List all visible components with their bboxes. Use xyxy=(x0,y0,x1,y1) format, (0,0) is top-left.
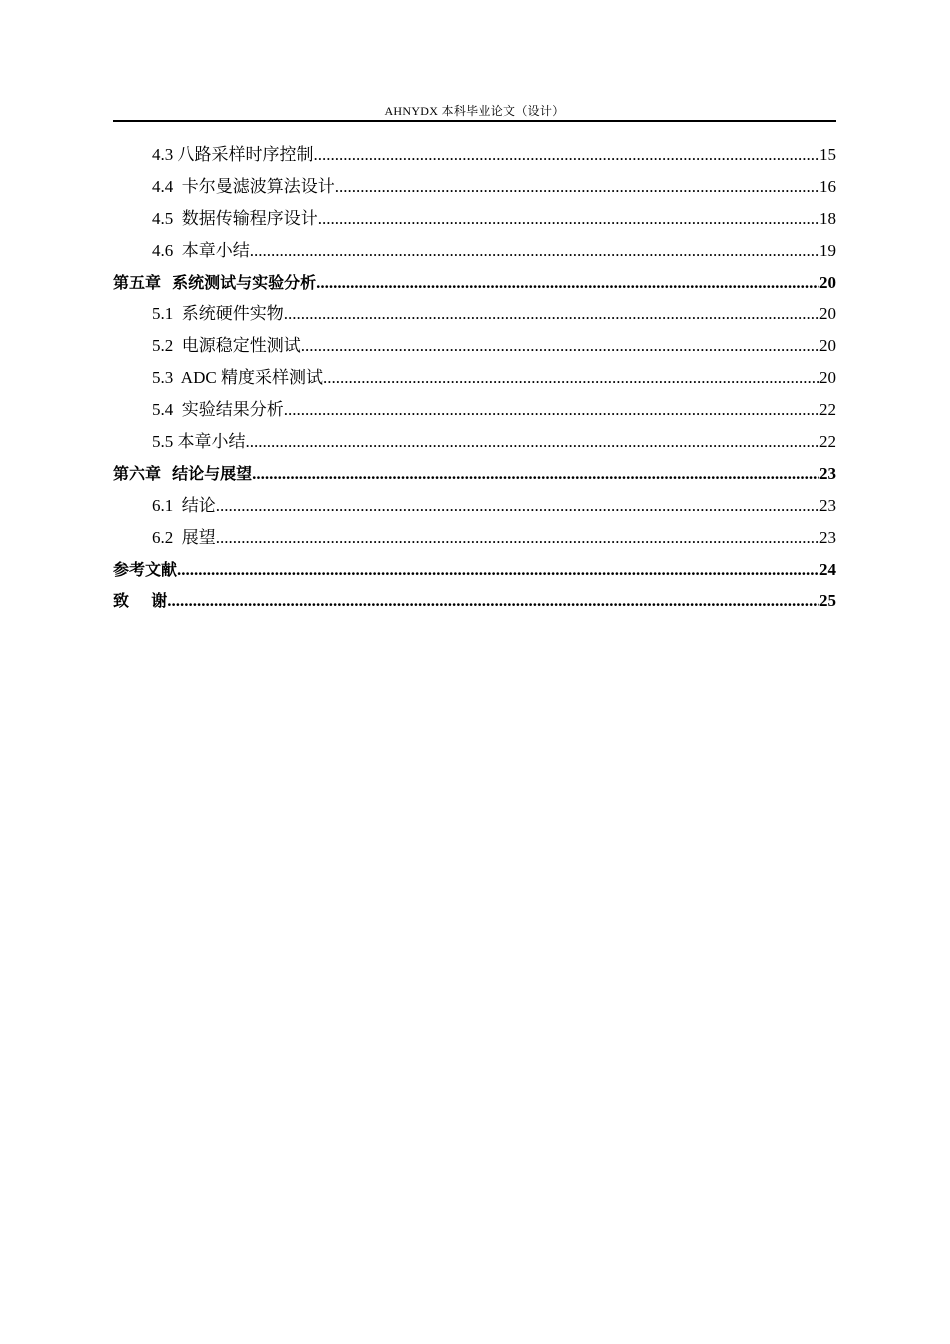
toc-page-number: 22 xyxy=(819,432,836,452)
toc-chapter-entry[interactable] xyxy=(113,554,836,586)
toc-entry-title: 5.1 系统硬件实物 xyxy=(152,304,284,324)
toc-entry[interactable] xyxy=(113,490,836,522)
toc-entry[interactable] xyxy=(113,171,836,203)
toc-entry-title: 6.2 展望 xyxy=(152,527,216,547)
toc-entry-title: 4.6 本章小结 xyxy=(152,240,250,260)
toc-entry-title: 6.1 结论 xyxy=(152,495,216,515)
toc-entry[interactable] xyxy=(113,139,836,171)
toc-dot-leader xyxy=(167,585,819,617)
toc-entry[interactable] xyxy=(113,330,836,362)
toc-entry-title: 5.4 实验结果分析 xyxy=(152,400,284,420)
toc-chapter-entry[interactable] xyxy=(113,585,836,617)
toc-dot-leader xyxy=(314,139,820,171)
table-of-contents xyxy=(113,139,836,617)
toc-entry-title: 5.3 ADC 精度采样测试 xyxy=(152,368,323,388)
toc-entry-title: 4.5 数据传输程序设计 xyxy=(152,208,318,228)
toc-dot-leader xyxy=(301,330,819,362)
toc-chapter-entry[interactable] xyxy=(113,458,836,490)
toc-dot-leader xyxy=(250,235,819,267)
toc-page-number: 23 xyxy=(819,527,836,547)
toc-dot-leader xyxy=(323,362,819,394)
toc-entry-title: 4.4 卡尔曼滤波算法设计 xyxy=(152,176,335,196)
toc-page-number: 16 xyxy=(819,176,836,196)
toc-page-number: 15 xyxy=(819,145,836,164)
toc-chapter-title: 第六章 结论与展望 xyxy=(113,463,253,483)
toc-chapter-title: 致 谢 xyxy=(113,591,168,611)
toc-page-number: 20 xyxy=(819,304,836,324)
toc-entry-title: 5.2 电源稳定性测试 xyxy=(152,336,301,356)
toc-page-number: 23 xyxy=(819,495,836,515)
toc-page-number: 24 xyxy=(819,559,836,579)
toc-dot-leader xyxy=(284,298,819,330)
toc-entry[interactable] xyxy=(113,394,836,426)
toc-page-number: 20 xyxy=(819,368,836,388)
header-rule xyxy=(113,120,836,122)
toc-page-number: 20 xyxy=(819,336,836,356)
toc-dot-leader xyxy=(335,171,819,203)
toc-entry[interactable] xyxy=(113,298,836,330)
toc-dot-leader xyxy=(177,554,819,586)
toc-page-number: 22 xyxy=(819,400,836,420)
toc-entry-title: 5.5 本章小结 xyxy=(152,432,246,452)
toc-dot-leader xyxy=(252,458,819,490)
toc-chapter-title: 第五章 系统测试与实验分析 xyxy=(113,272,317,292)
toc-entry[interactable] xyxy=(113,235,836,267)
toc-dot-leader xyxy=(284,394,819,426)
toc-entry[interactable] xyxy=(113,522,836,554)
running-header: AHNYDX 本科毕业论文（设计） xyxy=(384,104,565,118)
toc-entry[interactable] xyxy=(113,362,836,394)
toc-dot-leader xyxy=(246,426,820,458)
toc-chapter-title: 参考文献 xyxy=(113,559,178,579)
toc-page-number: 25 xyxy=(819,591,836,611)
toc-page-number: 18 xyxy=(819,208,836,228)
toc-page-number: 20 xyxy=(819,272,836,292)
toc-dot-leader xyxy=(316,267,819,299)
toc-dot-leader xyxy=(216,522,819,554)
toc-dot-leader xyxy=(318,203,819,235)
toc-dot-leader xyxy=(216,490,819,522)
toc-entry-title: 4.3 八路采样时序控制 xyxy=(152,145,314,164)
toc-page-number: 23 xyxy=(819,463,836,483)
toc-entry[interactable] xyxy=(113,426,836,458)
toc-entry[interactable] xyxy=(113,203,836,235)
toc-page-number: 19 xyxy=(819,240,836,260)
toc-chapter-entry[interactable] xyxy=(113,267,836,299)
